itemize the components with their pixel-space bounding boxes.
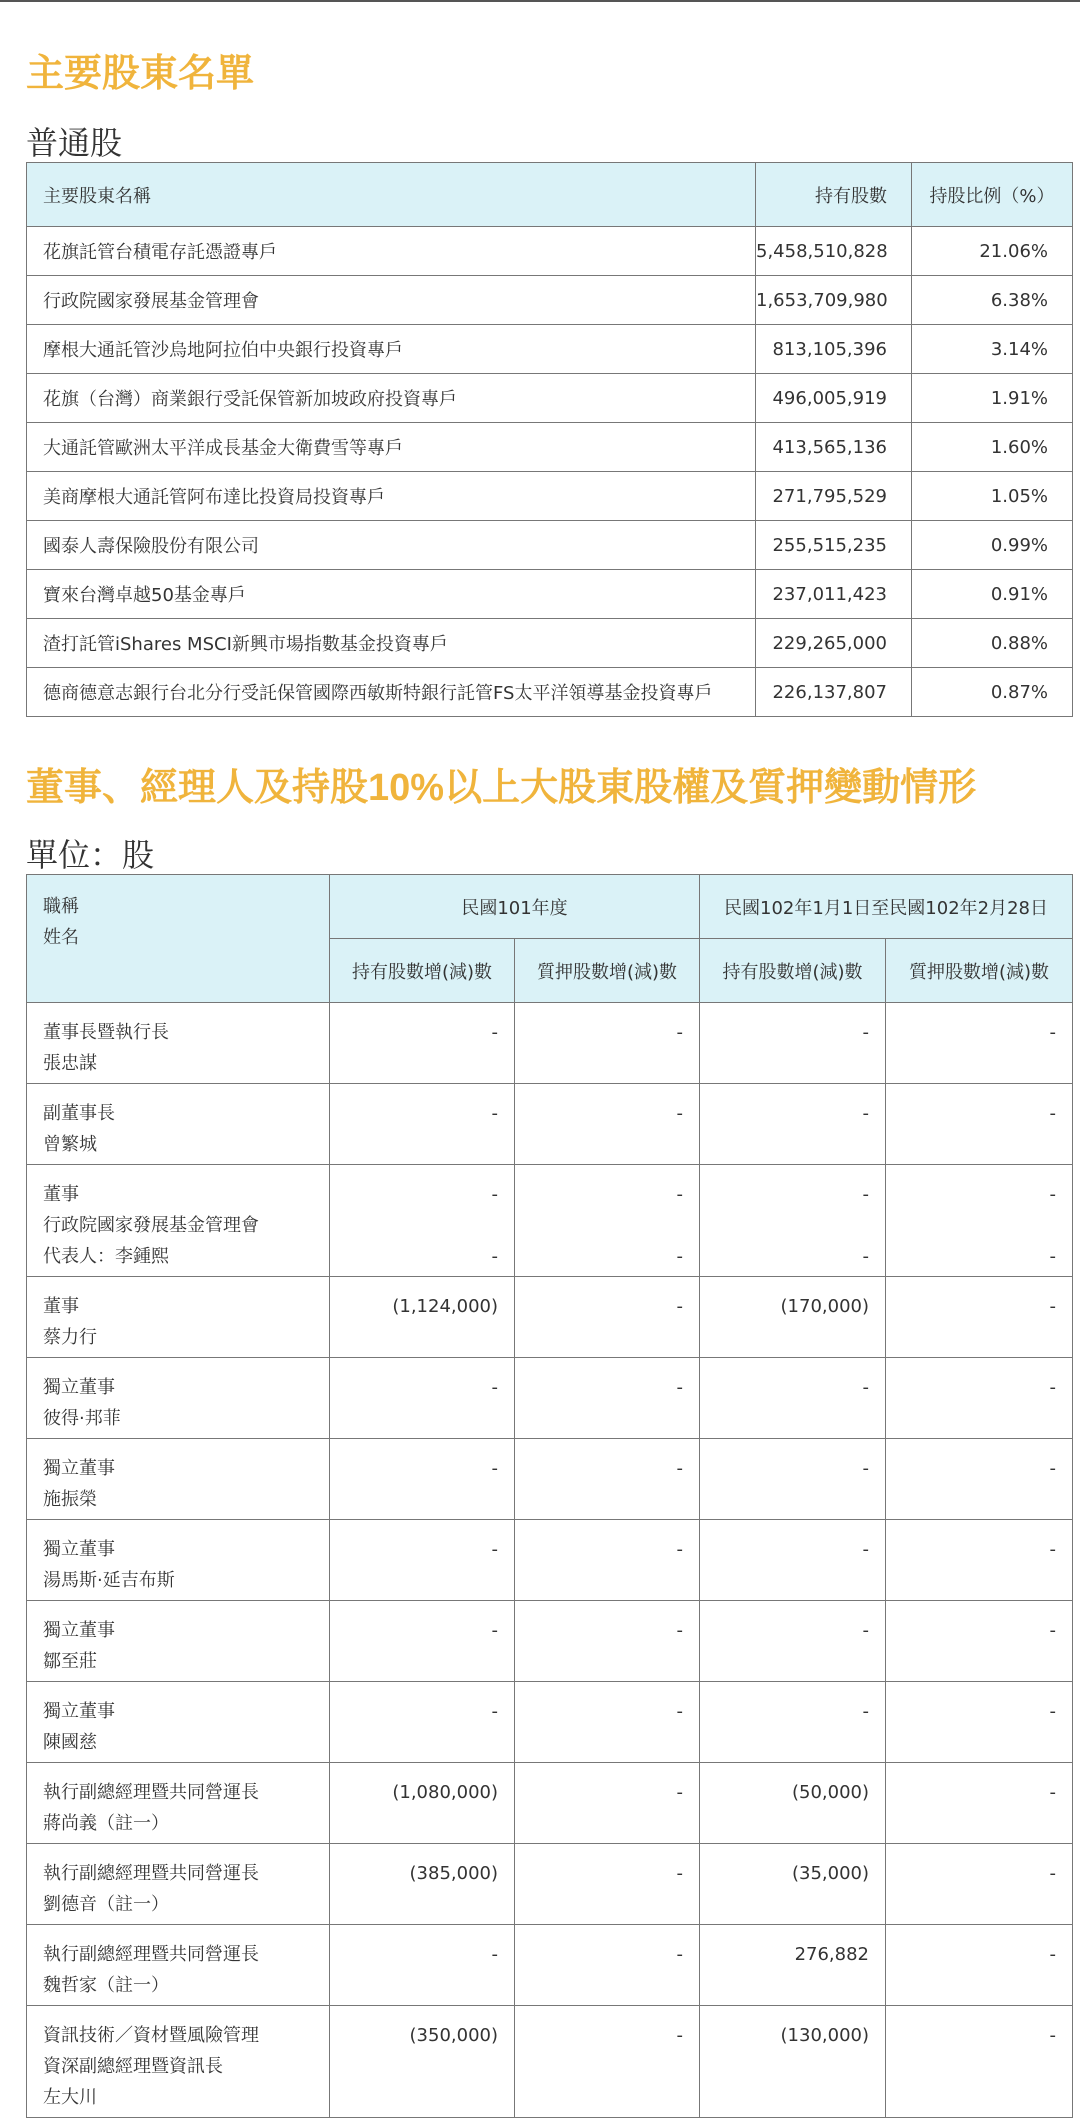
pledge-change-101-cell (515, 1277, 700, 1358)
hold-change-102-cell (700, 1763, 886, 1844)
title-name-cell (27, 1925, 330, 2006)
subtitle-common-stock: 普通股 (26, 124, 123, 162)
job-title: 董事 (43, 1184, 79, 1205)
value: - (491, 1701, 498, 1722)
pledge-change-101-cell (515, 1358, 700, 1439)
person-name: 陳國慈 (43, 1732, 97, 1753)
pledge-change-101-cell (515, 1003, 700, 1084)
value: 276,882 (794, 1944, 870, 1965)
value: (1,124,000) (392, 1296, 498, 1317)
value: - (1049, 1701, 1057, 1722)
value: (130,000) (780, 2025, 870, 2046)
value: - (862, 1184, 870, 1205)
header-period-102: 民國102年1月1日至民國102年2月28日 (700, 875, 1073, 939)
pledge-change-101-cell (515, 1439, 700, 1520)
value: - (1049, 2025, 1057, 2046)
value: - (491, 1022, 498, 1043)
value: - (676, 1022, 684, 1043)
hold-change-102-cell (700, 2006, 886, 2118)
job-title: 獨立董事 (43, 1620, 115, 1641)
pledge-change-102-cell (886, 2006, 1073, 2118)
table-row (27, 1358, 1073, 1439)
value: (50,000) (791, 1782, 870, 1803)
hold-change-101-cell (330, 1682, 515, 1763)
person-name: 劉德音（註一） (43, 1894, 169, 1915)
hold-change-101-cell (330, 1763, 515, 1844)
value: - (1049, 1103, 1057, 1124)
value: (1,080,000) (392, 1782, 498, 1803)
hold-change-101-cell (330, 1925, 515, 2006)
pledge-change-101-cell (515, 1165, 700, 1277)
hold-change-101-cell (330, 1165, 515, 1277)
hold-change-101-cell (330, 1844, 515, 1925)
value: - (862, 1620, 870, 1641)
shares-held-cell: 496,005,919 (756, 374, 912, 423)
job-title: 獨立董事 (43, 1377, 115, 1398)
table-row (27, 374, 1073, 423)
job-title: 董事長暨執行長 (43, 1022, 169, 1043)
hold-change-102-cell (700, 1358, 886, 1439)
pledge-change-101-cell (515, 1763, 700, 1844)
value: - (676, 1701, 684, 1722)
table-row (27, 472, 1073, 521)
value: - (676, 1458, 684, 1479)
value: - (676, 1539, 684, 1560)
value: - (1049, 1184, 1057, 1205)
equity-changes-table (26, 874, 1073, 2118)
title-name-cell (27, 1844, 330, 1925)
pledge-change-101-cell (515, 1601, 700, 1682)
title-name-cell (27, 1003, 330, 1084)
value: - (491, 1620, 498, 1641)
shareholder-name-cell: 花旗（台灣）商業銀行受託保管新加坡政府投資專戶 (27, 374, 756, 423)
job-title: 董事 (43, 1296, 79, 1317)
value: - (862, 1022, 870, 1043)
value: - (676, 1782, 684, 1803)
value: - (1049, 1863, 1057, 1884)
table-row (27, 1763, 1073, 1844)
title-name-cell (27, 2006, 330, 2118)
value: - (491, 1103, 498, 1124)
value: - (1049, 1620, 1057, 1641)
title-name-cell (27, 1682, 330, 1763)
value: (350,000) (409, 2025, 498, 2046)
hold-change-101-cell (330, 1601, 515, 1682)
shareholder-name-cell: 寶來台灣卓越50基金專戶 (27, 570, 756, 619)
table-row (27, 619, 1073, 668)
shareholder-name-cell: 花旗託管台積電存託憑證專戶 (27, 227, 756, 276)
value: - (491, 1184, 498, 1205)
shares-held-cell: 229,265,000 (756, 619, 912, 668)
ownership-pct-cell: 1.60% (912, 423, 1073, 472)
hold-change-102-cell (700, 1084, 886, 1165)
header-pledge-change-102: 質押股數增(減)數 (886, 939, 1073, 1003)
person-name: 湯馬斯·延吉布斯 (43, 1570, 175, 1591)
section-title-equity-changes: 董事、經理人及持股10%以上大股東股權及質押變動情形 (26, 765, 977, 809)
value: - (676, 1246, 684, 1267)
person-name: 張忠謀 (43, 1053, 97, 1074)
ownership-pct-cell: 0.87% (912, 668, 1073, 717)
table-row (27, 1277, 1073, 1358)
shares-held-cell: 813,105,396 (756, 325, 912, 374)
value: - (491, 1246, 498, 1267)
table-row (27, 325, 1073, 374)
table-row (27, 227, 1073, 276)
pledge-change-102-cell (886, 1084, 1073, 1165)
table-header-row (27, 163, 1073, 227)
pledge-change-102-cell (886, 1003, 1073, 1084)
person-name: 蔡力行 (43, 1327, 97, 1348)
title-name-cell (27, 1277, 330, 1358)
pledge-change-101-cell (515, 1844, 700, 1925)
value: - (862, 1377, 870, 1398)
pledge-change-101-cell (515, 1520, 700, 1601)
table-row (27, 1601, 1073, 1682)
shares-held-cell: 413,565,136 (756, 423, 912, 472)
table-row (27, 2006, 1073, 2118)
hold-change-101-cell (330, 2006, 515, 2118)
pledge-change-101-cell (515, 1925, 700, 2006)
hold-change-101-cell (330, 1358, 515, 1439)
value: - (491, 1377, 498, 1398)
value: (385,000) (409, 1863, 498, 1884)
hold-change-102-cell (700, 1601, 886, 1682)
title-name-cell (27, 1439, 330, 1520)
value: - (491, 1539, 498, 1560)
job-title: 獨立董事 (43, 1458, 115, 1479)
value: - (1049, 1782, 1057, 1803)
pledge-change-102-cell (886, 1277, 1073, 1358)
table-row (27, 1520, 1073, 1601)
value: - (676, 1944, 684, 1965)
shares-held-cell: 237,011,423 (756, 570, 912, 619)
header-title-name: 職稱 姓名 (27, 875, 330, 1003)
job-title: 行政院國家發展基金管理會 (43, 1215, 259, 1236)
value: - (862, 1246, 870, 1267)
value: - (676, 1184, 684, 1205)
value: - (676, 1377, 684, 1398)
hold-change-102-cell (700, 1682, 886, 1763)
value: - (676, 2025, 684, 2046)
value: - (676, 1620, 684, 1641)
ownership-pct-cell: 0.91% (912, 570, 1073, 619)
shares-held-cell: 226,137,807 (756, 668, 912, 717)
table-row (27, 1084, 1073, 1165)
job-title: 獨立董事 (43, 1539, 115, 1560)
hold-change-102-cell (700, 1844, 886, 1925)
pledge-change-102-cell (886, 1763, 1073, 1844)
header-period-101: 民國101年度 (330, 875, 700, 939)
job-title: 資訊技術／資材暨風險管理 (43, 2025, 259, 2046)
value: - (1049, 1539, 1057, 1560)
pledge-change-101-cell (515, 2006, 700, 2118)
table-row (27, 1682, 1073, 1763)
hold-change-101-cell (330, 1277, 515, 1358)
hold-change-102-cell (700, 1003, 886, 1084)
hold-change-101-cell (330, 1084, 515, 1165)
table-row (27, 1439, 1073, 1520)
hold-change-101-cell (330, 1439, 515, 1520)
value: - (1049, 1022, 1057, 1043)
pledge-change-102-cell (886, 1439, 1073, 1520)
shares-held-cell: 255,515,235 (756, 521, 912, 570)
value: - (862, 1103, 870, 1124)
hold-change-102-cell (700, 1165, 886, 1277)
job-title: 執行副總經理暨共同營運長 (43, 1782, 259, 1803)
value: - (491, 1944, 498, 1965)
ownership-pct-cell: 3.14% (912, 325, 1073, 374)
title-name-cell (27, 1601, 330, 1682)
shareholder-name-cell: 國泰人壽保險股份有限公司 (27, 521, 756, 570)
pledge-change-101-cell (515, 1682, 700, 1763)
ownership-pct-cell: 0.99% (912, 521, 1073, 570)
job-title: 執行副總經理暨共同營運長 (43, 1944, 259, 1965)
value: - (676, 1296, 684, 1317)
title-name-cell (27, 1084, 330, 1165)
table-row (27, 276, 1073, 325)
shares-held-cell: 271,795,529 (756, 472, 912, 521)
person-name: 施振榮 (43, 1489, 97, 1510)
value: - (491, 1458, 498, 1479)
hold-change-102-cell (700, 1277, 886, 1358)
pledge-change-102-cell (886, 1520, 1073, 1601)
section-title-major-shareholders: 主要股東名單 (26, 51, 255, 95)
person-name: 蔣尚義（註一） (43, 1813, 169, 1834)
value: - (862, 1701, 870, 1722)
title-name-cell (27, 1165, 330, 1277)
header-hold-change-101: 持有股數增(減)數 (330, 939, 515, 1003)
pledge-change-102-cell (886, 1925, 1073, 2006)
ownership-pct-cell: 0.88% (912, 619, 1073, 668)
job-title: 資深副總經理暨資訊長 (43, 2056, 223, 2077)
shares-held-cell: 5,458,510,828 (756, 227, 912, 276)
table-row (27, 668, 1073, 717)
shareholder-name-cell: 德商德意志銀行台北分行受託保管國際西敏斯特銀行託管FS太平洋領導基金投資專戶 (27, 668, 756, 717)
job-title: 副董事長 (43, 1103, 115, 1124)
header-shares-held: 持有股數 (756, 163, 912, 227)
person-name: 左大川 (43, 2087, 97, 2108)
header-ownership-pct: 持股比例（%） (912, 163, 1073, 227)
value: - (676, 1863, 684, 1884)
pledge-change-102-cell (886, 1682, 1073, 1763)
pledge-change-102-cell (886, 1844, 1073, 1925)
value: - (1049, 1458, 1057, 1479)
shareholder-name-cell: 摩根大通託管沙烏地阿拉伯中央銀行投資專戶 (27, 325, 756, 374)
shareholder-name-cell: 大通託管歐洲太平洋成長基金大衛費雪等專戶 (27, 423, 756, 472)
person-name: 魏哲家（註一） (43, 1975, 169, 1996)
table-header-row (27, 875, 1073, 939)
header-pledge-change-101: 質押股數增(減)數 (515, 939, 700, 1003)
person-name: 曾繁城 (43, 1134, 97, 1155)
table-row (27, 1844, 1073, 1925)
shares-held-cell: 1,653,709,980 (756, 276, 912, 325)
person-name: 彼得·邦菲 (43, 1408, 121, 1429)
header-hold-change-102: 持有股數增(減)數 (700, 939, 886, 1003)
subtitle-unit: 單位：股 (26, 836, 155, 874)
value: - (1049, 1246, 1057, 1267)
table-row (27, 1003, 1073, 1084)
job-title: 執行副總經理暨共同營運長 (43, 1863, 259, 1884)
hold-change-102-cell (700, 1520, 886, 1601)
ownership-pct-cell: 1.91% (912, 374, 1073, 423)
hold-change-102-cell (700, 1925, 886, 2006)
shareholder-name-cell: 美商摩根大通託管阿布達比投資局投資專戶 (27, 472, 756, 521)
value: (170,000) (780, 1296, 870, 1317)
person-name: 代表人：李鍾熙 (43, 1246, 169, 1267)
pledge-change-102-cell (886, 1165, 1073, 1277)
top-divider (0, 0, 1080, 2)
pledge-change-101-cell (515, 1084, 700, 1165)
shareholder-name-cell: 行政院國家發展基金管理會 (27, 276, 756, 325)
table-row (27, 1165, 1073, 1277)
ownership-pct-cell: 6.38% (912, 276, 1073, 325)
value: (35,000) (791, 1863, 870, 1884)
header-shareholder-name: 主要股東名稱 (27, 163, 756, 227)
value: - (676, 1103, 684, 1124)
ownership-pct-cell: 21.06% (912, 227, 1073, 276)
table-row (27, 570, 1073, 619)
ownership-pct-cell: 1.05% (912, 472, 1073, 521)
value: - (1049, 1296, 1057, 1317)
pledge-change-102-cell (886, 1358, 1073, 1439)
value: - (862, 1458, 870, 1479)
value: - (1049, 1944, 1057, 1965)
table-row (27, 423, 1073, 472)
shareholder-name-cell: 渣打託管iShares MSCI新興市場指數基金投資專戶 (27, 619, 756, 668)
table-row (27, 521, 1073, 570)
title-name-cell (27, 1358, 330, 1439)
pledge-change-102-cell (886, 1601, 1073, 1682)
job-title: 獨立董事 (43, 1701, 115, 1722)
major-shareholders-table (26, 162, 1073, 717)
table-row (27, 1925, 1073, 2006)
value: - (862, 1539, 870, 1560)
value: - (1049, 1377, 1057, 1398)
hold-change-102-cell (700, 1439, 886, 1520)
hold-change-101-cell (330, 1520, 515, 1601)
person-name: 鄒至莊 (43, 1651, 97, 1672)
title-name-cell (27, 1520, 330, 1601)
title-name-cell (27, 1763, 330, 1844)
hold-change-101-cell (330, 1003, 515, 1084)
